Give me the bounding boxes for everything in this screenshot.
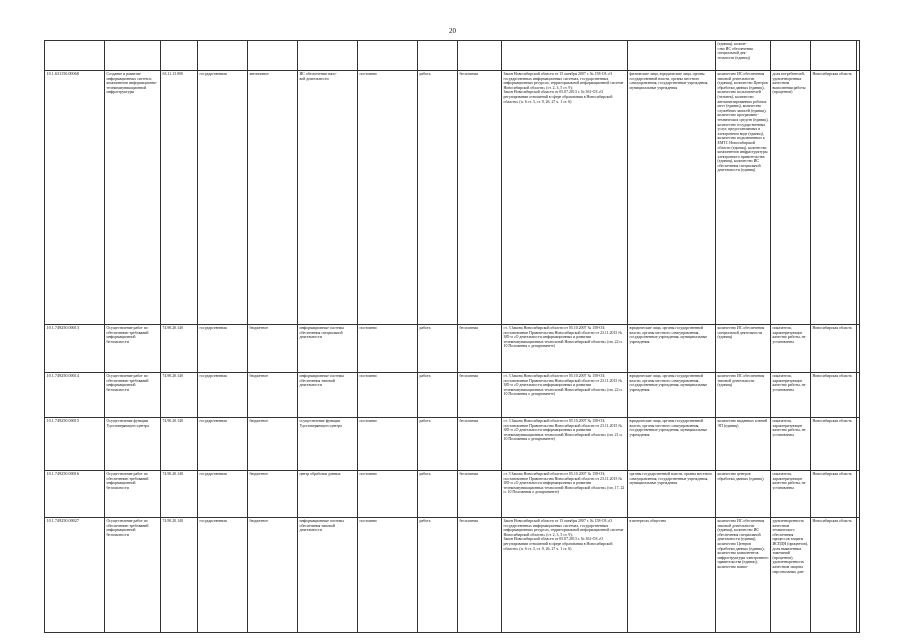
table-cell: количество ИС обеспечения типовой деятельности (единиц) [716, 373, 771, 418]
table-row [45, 418, 860, 471]
table-cell: Осуществление работ по обеспечению требований информационной безопасности [105, 471, 161, 518]
table-cell: количество выданных ключей ЭП (единиц) [716, 418, 771, 471]
table-cell: Создание и развитие информационных систем и компонентов информационно-телекоммуникационной инфраструктуры [105, 71, 161, 325]
table-cell: 10.1.749250.00014 [45, 373, 105, 418]
table-cell: Новосибирская область [811, 471, 857, 518]
table-cell: постоянно [358, 71, 418, 325]
table-cell: Новосибирская область [811, 518, 857, 633]
table-cell [458, 41, 502, 71]
table-cell: информационные системы обеспечения типовой деятельности [298, 518, 358, 633]
table-cell: государственная [198, 71, 248, 325]
table-cell [857, 518, 860, 633]
table-cell: юридические лица, органы государственной власти, органы местного самоуправления, государственные учреждения, муниципальные учреждения [628, 418, 716, 471]
table-cell: постоянно [358, 373, 418, 418]
table-cell: работа [418, 418, 458, 471]
table-cell: постоянно [358, 518, 418, 633]
table-cell: бесплатная [458, 71, 502, 325]
table-cell: государственная [198, 418, 248, 471]
table-row [45, 373, 860, 418]
table-cell: органы государственной власти, органы местного самоуправления, государственные учреждения, муниципальные учреждения [628, 471, 716, 518]
table-cell: юридические лица, органы государственной власти, органы местного самоуправления, государственные учреждения, муниципальные учреждения [628, 325, 716, 373]
table-cell: 63.11.13.000 [161, 71, 198, 325]
table-cell: Закон Новосибирской области от 15 октября 2007 г. № 158-ОЗ «О государственных информационных системах, государственных информационных ресурсах, территориальной информационной системе Новосибирской области» (ст. 2, 3, 5 ст. 9); Закон Новосибирской области от 05.07.2013 г. № 361-ОЗ «О регулировании отношений в сфере образования в Новосибирской области» (п. 6 ст. 3, ст. 9, 26, 27 ч. 1 ст. 6) [502, 71, 628, 325]
table-cell: 74.90.20.140 [161, 373, 198, 418]
table-cell: в интересах общества [628, 518, 716, 633]
table-cell: бесплатная [458, 418, 502, 471]
table-cell [857, 418, 860, 471]
table-cell: Новосибирская область [811, 373, 857, 418]
table-cell: удовлетворенность качеством технического обеспечения процессов защиты ИСПДН (процентов), доля выявленных замечаний (процентов), удовлетворенность качеством защиты персональных дан- [771, 518, 811, 633]
table-cell: бюджетное [248, 518, 298, 633]
table-cell [811, 41, 857, 71]
table-cell: работа [418, 471, 458, 518]
table-cell [857, 41, 860, 71]
table-cell: Новосибирская область [811, 71, 857, 325]
table-cell: количество ИС обеспечения типовой деятельности (единиц), количество Центров обработки данных (единиц), количество пользователей (человек), количество автоматизированных рабочих мест (единиц), количество служебных записей (единиц), количество программно-технических средств (единиц), количество государственных услуг, предоставляемых в электронном виде (единиц), количество подключенных к ЕМТС Новосибирской области (единиц), количество компонентов инфраструктуры электронного правительства (единиц), количество ИС обеспечения специальной деятельности (единиц) [716, 71, 771, 325]
table-cell: показатели, характеризующие качество работы, не установлены [771, 373, 811, 418]
table-cell: ст. 3 Закона Новосибирской области от 05.10.2007 № 158-ОЗ; постановление Правительства Новосибирской области от 23.11.2015 № 385-п «О деятельности информационных и развитии телекоммуникационных технологий Новосибирской области» (пп. 17, 22 п. 10 Положения о департаменте) [502, 471, 628, 518]
table-cell: бесплатная [458, 471, 502, 518]
page-number: 20 [449, 27, 456, 35]
table-cell: работа [418, 373, 458, 418]
table-cell [857, 325, 860, 373]
table-cell [298, 41, 358, 71]
table-cell: физические лица, юридические лица, органы государственной власти, органы местного самоуправления, государственные учреждения, муниципальные учреждения [628, 71, 716, 325]
table-cell: 10.1.749250.00015 [45, 418, 105, 471]
table-cell: Закон Новосибирской области от 15 октября 2007 г. № 158-ОЗ «О государственных информационных системах, государственных информационных ресурсах, территориальной информационной системе Новосибирской области» (ст. 2, 3, 5 ст. 9); Закон Новосибирской области от 05.07.2013 г. № 361-ОЗ «О регулировании отношений в сфере образования в Новосибирской области» (п. 6 ст. 3, ст. 9, 26, 27 ч. 1 ст. 6) [502, 518, 628, 633]
table-cell: Осуществление работ по обеспечению требований информационной безопасности [105, 518, 161, 633]
table-cell: количество ИС обеспечения типовой деятельности (единиц), количество ИС обеспечения специальной деятельности (единиц), количество Центров обработки данных (единиц), количество компонентов инфраструктуры электронного правительства (единиц), количество компо- [716, 518, 771, 633]
table-cell: работа [418, 325, 458, 373]
table-cell: Осуществление работ по обеспечению требований информационной безопасности [105, 373, 161, 418]
table-cell: государственная [198, 518, 248, 633]
table-cell: Осуществление работ по обеспечению требований информационной безопасности [105, 325, 161, 373]
table-cell: 10.1.749250.00016 [45, 471, 105, 518]
table-cell: Новосибирская область [811, 418, 857, 471]
table-cell: количество ИС обеспечения специальной деятельности (единиц) [716, 325, 771, 373]
table-cell [628, 41, 716, 71]
table-cell: информационные системы обеспечения типовой деятельности [298, 373, 358, 418]
table-cell: информационные системы обеспечения специальной деятельности [298, 325, 358, 373]
table-row [45, 471, 860, 518]
table-cell [502, 41, 628, 71]
table-cell [857, 471, 860, 518]
table-cell: показатели, характеризующие качество работы, не установлены [771, 325, 811, 373]
table-cell [248, 41, 298, 71]
table-cell: 74.90.20.140 [161, 518, 198, 633]
table-cell: 74.90.20.140 [161, 471, 198, 518]
table-cell: бесплатная [458, 325, 502, 373]
table-cell: бесплатная [458, 518, 502, 633]
table-cell: ст. 3 Закона Новосибирской области от 05.10.2007 № 158-ОЗ; постановление Правительства Новосибирской области от 23.11.2015 № 385-п «О деятельности информационных и развитии телекоммуникационных технологий Новосибирской области» (пп. 22 п. 10 Положения о департаменте) [502, 325, 628, 373]
table-row [45, 325, 860, 373]
table-cell: государственная [198, 325, 248, 373]
table-cell: постоянно [358, 471, 418, 518]
table-cell: показатели, характеризующие качество работы, не установлены [771, 471, 811, 518]
table-cell: бюджетное [248, 418, 298, 471]
table-cell: 10.1.749250.00027 [45, 518, 105, 633]
table-cell: (единиц), количе- ство ИС обеспечения специальной дея- тельности (единиц) [716, 41, 771, 71]
table-cell: постоянно [358, 418, 418, 471]
table-row [45, 41, 860, 71]
table-row [45, 518, 860, 633]
table-cell: государственная [198, 373, 248, 418]
table-cell: Осуществление функции Удостоверяющего центра [105, 418, 161, 471]
table-cell: показатели, характеризующие качество работы, не установлены [771, 418, 811, 471]
table-cell [198, 41, 248, 71]
table-cell [857, 373, 860, 418]
table-cell: ИС обеспечения типо- вой деятельности [298, 71, 358, 325]
services-register-table [44, 40, 860, 633]
table-cell: Новосибирская область [811, 325, 857, 373]
table-cell: работа [418, 71, 458, 325]
table-cell: работа [418, 518, 458, 633]
table-cell: 74.90.20.140 [161, 418, 198, 471]
table-cell: государственная [198, 471, 248, 518]
table-cell: центр обработки данных [298, 471, 358, 518]
table-row [45, 71, 860, 325]
table-cell: 10.1.749250.00013 [45, 325, 105, 373]
table-cell: юридические лица, органы государственной власти, органы местного самоуправления, государственные учреждения, муниципальные учреждения [628, 373, 716, 418]
table-cell: бюджетное [248, 325, 298, 373]
table-cell: количество центров обработки данных (единиц) [716, 471, 771, 518]
table-cell [161, 41, 198, 71]
table-cell [105, 41, 161, 71]
table-cell: 10.1.631150.00068 [45, 71, 105, 325]
table-cell [771, 41, 811, 71]
table-cell: автономное [248, 71, 298, 325]
table-cell: бюджетное [248, 373, 298, 418]
table-cell [418, 41, 458, 71]
table-cell: ст. 3 Закона Новосибирской области от 05.10.2007 № 158-ОЗ; постановление Правительства Новосибирской области от 23.11.2015 № 385-п «О деятельности информационных и развитии телекоммуникационных технологий Новосибирской области» (пп. 21 п. 10 Положения о департаменте) [502, 418, 628, 471]
table-cell: постоянно [358, 325, 418, 373]
table-cell [45, 41, 105, 71]
table-cell: ст. 3 Закона Новосибирской области от 05.10.2007 № 158-ОЗ; постановление Правительства Новосибирской области от 23.11.2015 № 385-п «О деятельности информационных и развитии телекоммуникационных технологий Новосибирской области» (пп. 22 п. 10 Положения о департаменте) [502, 373, 628, 418]
table-cell: бесплатная [458, 373, 502, 418]
table-cell: 74.90.20.140 [161, 325, 198, 373]
table-cell: осуществление функции Удостоверяющего центра [298, 418, 358, 471]
table-cell [857, 71, 860, 325]
table-cell: бюджетное [248, 471, 298, 518]
table-cell: доля потребителей, удовлетворенных качеством выполнения работы (процентов) [771, 71, 811, 325]
table-cell [358, 41, 418, 71]
